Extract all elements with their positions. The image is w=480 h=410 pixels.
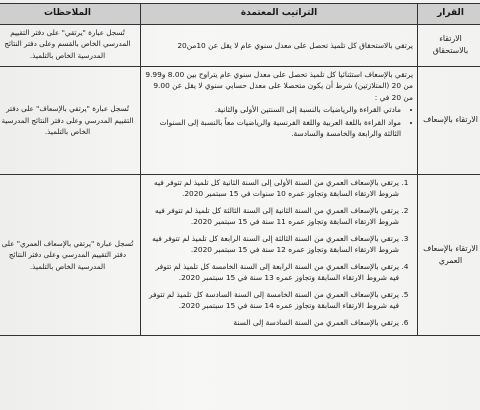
table-row	[0, 174, 480, 335]
header-decision: القرار	[418, 4, 480, 25]
header-rules: التراتيب المعتمدة	[141, 4, 418, 25]
decision-age-rescue: الارتقاء بالإسعاف العمري	[418, 174, 480, 335]
list-item: • مواد القراءة باللغة العربية واللغة الفرنسية والرياضيات معاً بالنسبة إلى السنوات الثالثة والرابعة والخامسة والسادسة.	[145, 117, 401, 140]
note-merit: تُسجل عبارة "يرتقي" على دفتر التقييم المدرسي الخاص بالقسم وعلى دفتر النتائج المدرسية الخاص بالتلميذ.	[0, 24, 141, 66]
note-rescue: تُسجل عبارة "يرتقي بالإسعاف" على دفتر التقييم المدرسي وعلى دفتر النتائج المدرسية الخاص بالتلميذ.	[0, 66, 141, 174]
list-item: 1. يرتقي بالإسعاف العمري من السنة الأولى إلى السنة الثانية كل تلميذ لم تتوفر فيه شروط الارتقاء السابقة وتجاوز عمره 10 سنوات في 15 سبتمبر 2020.	[145, 177, 399, 200]
table-header-row	[0, 4, 480, 25]
rule-rescue	[141, 66, 418, 174]
rule-rescue-text: يرتقي بالإسعاف استثنائيا كل تلميذ تحصل على معدل سنوي عام يتراوح بين 8.00 و9.99 من 20 (المتلازتين) شرط أن يكون متحصلا على معدل حسابي سنوي لا يقل عن 9.00 من 20 في :	[145, 69, 413, 102]
decision-merit: الارتقاء بالاستحقاق	[418, 24, 480, 66]
list-item: 6. يرتقي بالإسعاف العمري من السنة السادسة إلى السنة	[145, 317, 399, 328]
rule-merit: يرتقي بالاستحقاق كل تلميذ تحصل على معدل سنوي عام لا يقل عن 10من20	[141, 24, 418, 66]
header-notes: الملاحظات	[0, 4, 141, 25]
rule-age-rescue	[141, 174, 418, 335]
promotion-rules-table	[0, 3, 480, 336]
decision-rescue: الارتقاء بالإسعاف	[418, 66, 480, 174]
rule-rescue-list	[145, 104, 413, 139]
list-item: 5. يرتقي بالإسعاف العمري من السنة الخامسة إلى السنة السادسة كل تلميذ لم تتوفر فيه شروط الارتقاء السابقة وتجاوز عمره 14 سنة في 15 سبتمبر 2020.	[145, 289, 399, 312]
note-age-rescue: تُسجل عبارة "يرتقي بالإسعاف العمري" على دفتر التقييم المدرسي وعلى دفتر النتائج المدرسية الخاص بالتلميذ.	[0, 174, 141, 335]
list-item: 4. يرتقي بالإسعاف العمري من السنة الرابعة إلى السنة الخامسة كل تلميذ لم تتوفر فيه شروط الارتقاء السابقة وتجاوز عمره 13 سنة في 15 سبتمبر 2020.	[145, 261, 399, 284]
list-item: 2. يرتقي بالإسعاف العمري من السنة الثانية إلى السنة الثالثة كل تلميذ لم تتوفر فيه شروط الارتقاء السابقة وتجاوز عمره 11 سنة في 15 سبتمبر 2020.	[145, 205, 399, 228]
rule-age-rescue-list	[145, 177, 413, 328]
list-item: • مادتي القراءة والرياضيات بالنسبة إلى السنتين الأولى والثانية.	[145, 104, 401, 115]
list-item: 3. يرتقي بالإسعاف العمري من السنة الثالثة إلى السنة الرابعة كل تلميذ لم تتوفر فيه شروط الارتقاء السابقة وتجاوز عمره 12 سنة في 15 سبتمبر 2020.	[145, 233, 399, 256]
table-row	[0, 66, 480, 174]
table-row	[0, 24, 480, 66]
